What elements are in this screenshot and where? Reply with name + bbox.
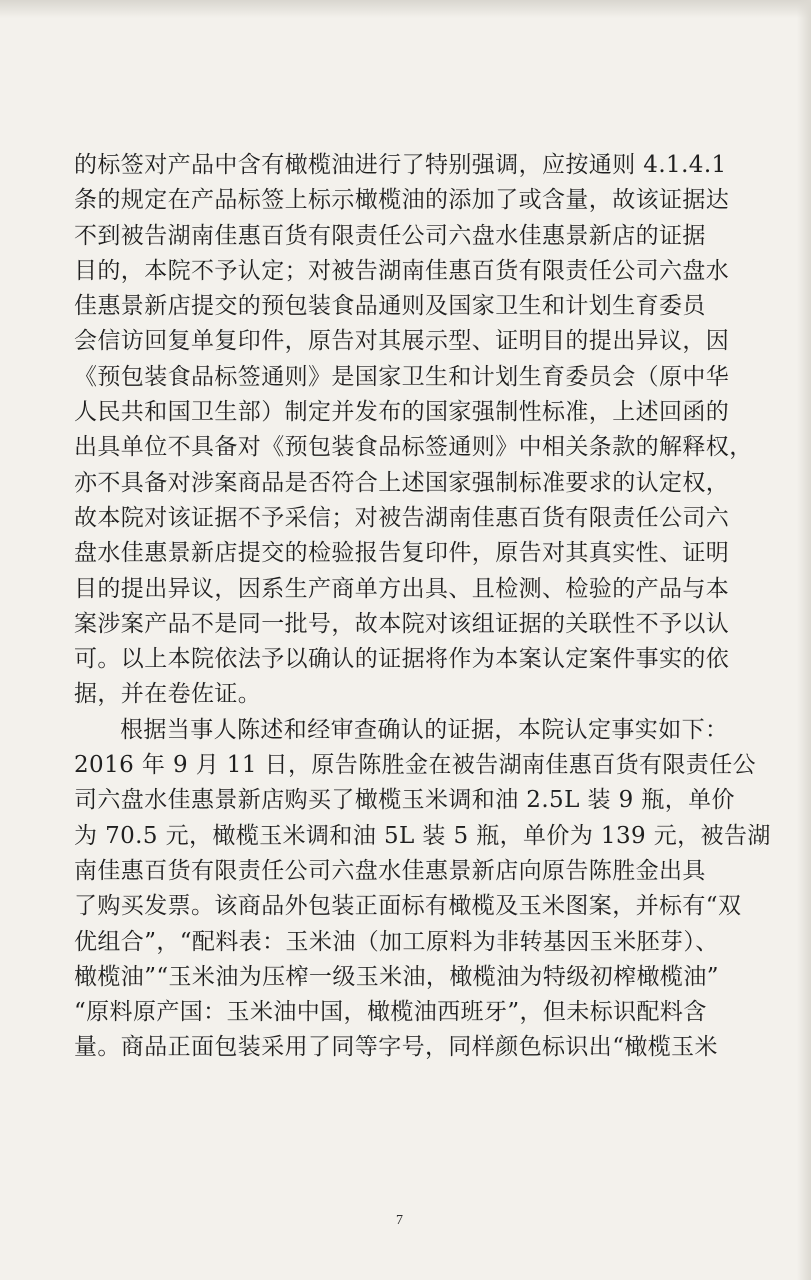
text-line: 据，并在卷佐证。 [74,681,262,708]
text-line: “原料原产国：玉米油中国，橄榄油西班牙”，但未标识配料含 [74,999,707,1026]
text-line: 为 70.5 元，橄榄玉米调和油 5L 装 5 瓶，单价为 139 元，被告湖 [74,822,771,849]
text-line: 人民共和国卫生部）制定并发布的国家强制性标准，上述回函的 [74,399,730,426]
text-line: 不到被告湖南佳惠百货有限责任公司六盘水佳惠景新店的证据 [74,222,706,249]
text-line: 优组合”，“配料表：玉米油（加工原料为非转基因玉米胚芽）、 [74,928,719,955]
text-line: 出具单位不具备对《预包装食品标签通则》中相关条款的解释权， [74,434,753,461]
text-line: 量。商品正面包装采用了同等字号，同样颜色标识出“橄榄玉米 [74,1034,718,1061]
text-line: 2016 年 9 月 11 日，原告陈胜金在被告湖南佳惠百货有限责任公 [74,752,756,779]
text-line: 条的规定在产品标签上标示橄榄油的添加了或含量，故该证据达 [74,187,730,214]
text-line: 南佳惠百货有限责任公司六盘水佳惠景新店向原告陈胜金出具 [74,857,706,884]
text-line: 了购买发票。该商品外包装正面标有橄榄及玉米图案，并标有“双 [74,893,742,920]
text-line: 盘水佳惠景新店提交的检验报告复印件，原告对其真实性、证明 [74,540,730,567]
paragraph-findings-of-fact [74,713,771,1066]
text-line: 目的，本院不予认定；对被告湖南佳惠百货有限责任公司六盘水 [74,257,730,284]
page-number: 7 [396,1213,403,1228]
text-line: 案涉案产品不是同一批号，故本院对该组证据的关联性不予以认 [74,610,730,637]
text-line: 《预包装食品标签通则》是国家卫生和计划生育委员会（原中华 [74,363,730,390]
text-line: 亦不具备对涉案商品是否符合上述国家强制标准要求的认定权， [74,469,730,496]
text-line: 司六盘水佳惠景新店购买了橄榄玉米调和油 2.5L 装 9 瓶，单价 [74,787,735,814]
text-line: 根据当事人陈述和经审查确认的证据，本院认定事实如下： [120,716,729,743]
text-line: 会信访回复单复印件，原告对其展示型、证明目的提出异议，因 [74,328,730,355]
text-line: 目的提出异议，因系生产商单方出具、且检测、检验的产品与本 [74,575,730,602]
text-line: 佳惠景新店提交的预包装食品通则及国家卫生和计划生育委员 [74,293,706,320]
text-line: 橄榄油”“玉米油为压榨一级玉米油，橄榄油为特级初榨橄榄油” [74,963,719,990]
paragraph-evidence-assessment [74,148,753,713]
text-line: 故本院对该证据不予采信；对被告湖南佳惠百货有限责任公司六 [74,504,730,531]
text-line: 的标签对产品中含有橄榄油进行了特别强调，应按通则 4.1.4.1 [74,152,727,178]
document-body [74,148,771,1066]
page-edge-shadow [0,0,811,18]
text-line: 可。以上本院依法予以确认的证据将作为本案认定案件事实的依 [74,646,730,673]
page-side-shadow [797,0,811,1280]
